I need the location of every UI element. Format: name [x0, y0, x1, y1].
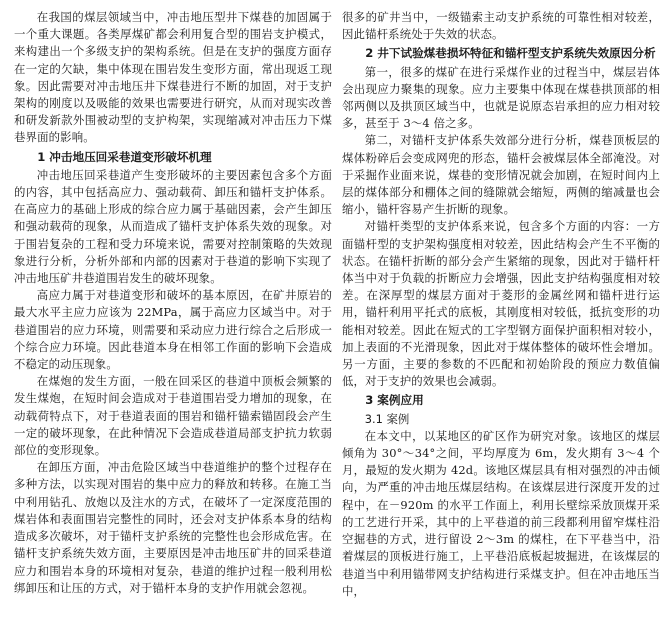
section-3-paragraph-1: 在本文中，以某地区的矿区作为研究对象。该地区的煤层倾角为 30°～34°之间，平均厚度为 6m，发火期有 3～4 个月，最短的发火期为 42d。该地区煤层具有相对强烈的冲击倾向，为严重的冲击地压煤层结构。在该煤层进行深度开发的过程中，在－920m 的水平工作面上，利用长壁综采放顶煤开采的工艺进行开采，其中的上平巷道的前三段都利用留窄煤柱沿空掘巷的方式，进行留设 2～3m 的煤柱，在下平巷当中，沿着煤层的顶板进行施工，上平巷沿底板起坡掘进，在该煤层的巷道当中利用锚带网支护结构进行采煤支护。但在冲击地压当中，	[342, 428, 660, 598]
section-2-heading: 2 井下试验煤巷损坏特征和锚杆型支护系统失效原因分析	[365, 46, 656, 61]
intro-paragraph: 在我国的煤层领域当中，冲击地压型井下煤巷的加固属于一个重大课题。各类厚煤矿都会利用复合型的围岩支护模式，来构建出一个多级支护的架构系统。但是在支护的强度方面存在一定的欠缺，集中体现在围岩发生变形方面，常出现返工现象。因此需要对冲击地压井下煤巷进行不断的加固，对于支护架构的刚度以及吸能的效果也需要进行研究，从而对现实改善和研发新款外围被动型的支护构架，实现缩减对冲击压力下煤巷界面的影响。	[14, 10, 332, 145]
section-2-paragraph-3: 对锚杆类型的支护体系来说，包含多个方面的内容：一方面锚杆型的支护架构强度相对较差，因此结构会产生不平衡的状态。在锚杆折断的部分会产生紧缩的现象，因此对于锚杆杆体当中对于负载的折断应力会增强，因此支护结构强度相对较差。在深厚型的煤层方面对于菱形的金属丝网和锚杆进行运用，锚杆利用平托式的底板，其刚度相对较低，抵抗变形的功能相对较差。因此在短式的工字型钢方面保护面积相对较小，加上表面的不光滑现象，因此对于煤体整体的破坏性会增加。另一方面，主要的参数的不匹配和初始阶段的预应力数值偏低，对于支护的效果也会减弱。	[342, 219, 660, 389]
section-1-paragraph-4: 在卸压方面，冲击危险区域当中巷道维护的整个过程存在多种方法，以实现对围岩的集中应力的释放和转移。在施工当中利用钻孔、放炮以及注水的方式，在破坏了一定深度范围的煤岩体和表面围岩完整性的同时，还会对支护体系本身的结构造成多次破坏，对于锚杆支护系统的完整性也会形成危害。在锚杆支护系统失效方面，主要原因是冲击地压矿井的回采巷道应力和围岩本身的环境相对复杂，巷道的维护过程一般利用松绑卸压和让压的方式，对于锚杆本身的支护作用就会忽视。	[14, 460, 332, 595]
section-1-paragraph-2: 高应力属于对巷道变形和破坏的基本原因，在矿井原岩的最大水平主应力应该为 22MPa，属于高应力区域当中。对于巷道围岩的应力环境，则需要和采动应力进行综合之后形成一个综合应力环境。因此巷道本身在相邻工作面的影响下会造成不稳定的动压现象。	[14, 288, 332, 372]
right-column	[342, 9, 660, 600]
section-2-paragraph-1: 第一，很多的煤矿在进行采煤作业的过程当中，煤层岩体会出现应力聚集的现象。应力主要集中体现在煤巷拱顶部的相邻两侧以及拱顶区域当中，也就是说原态岩承担的应力相对较多，甚至于 3～4 倍之多。	[342, 64, 660, 131]
section-1-paragraph-3: 在煤炮的发生方面，一般在回采区的巷道中顶板会频繁的发生煤炮，在短时间会造成对于巷道围岩受力增加的现象，在动载荷特点下，对于巷道表面的围岩和锚杆锚索锚固段会产生一定的破坏现象，在此种情况下会造成巷道局部支护抗力软弱部位的变形现象。	[14, 374, 332, 458]
left-column	[14, 9, 332, 597]
section-2-paragraph-2: 第二，对锚杆支护体系失效部分进行分析，煤巷顶板层的煤体粉碎后会变成网兜的形态，锚杆会被煤层体全部淹没。对于采掘作业面来说，煤巷的变形情况就会加剧，在短时间内上层的煤体部分和棚体之间的缝隙就会缩短，两侧的缩减量也会缩小，锚杆容易产生折断的现象。	[342, 133, 660, 217]
section-3-heading: 3 案例应用	[365, 393, 424, 408]
subsection-3-1-heading: 3.1 案例	[364, 411, 410, 426]
continued-paragraph: 很多的矿井当中，一级锚索主动支护系统的可靠性相对较差，因此锚杆系统处于失效的状态。	[342, 10, 660, 42]
section-1-paragraph-1: 冲击地压回采巷道产生变形破坏的主要因素包含多个方面的内容，其中包括高应力、强动载荷、卸压和锚杆支护体系。在高应力的基础上形成的综合应力属于基础因素，会产生卸压和强动载荷的现象，从而造成了锚杆支护体系失效的现象。对于围岩复杂的工程和受力环境来说，需要对控制策略的失效现象进行分析，分析外部和内部的因素对于巷道的影响下实现了冲击地压矿井巷道围岩发生的破坏现象。	[14, 167, 332, 286]
section-1-heading: 1 冲击地压回采巷道变形破坏机理	[37, 149, 212, 164]
